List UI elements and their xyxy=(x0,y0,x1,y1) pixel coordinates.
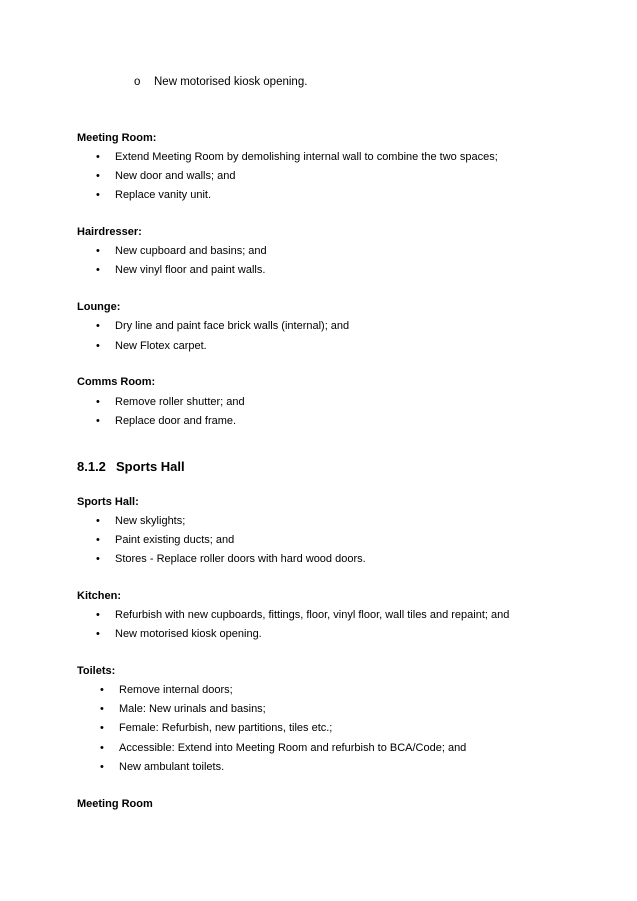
list-item: Refurbish with new cupboards, fittings, floor, vinyl floor, wall tiles and repaint; and xyxy=(115,609,510,621)
bullet-marker: • xyxy=(100,722,104,734)
bullet-marker: • xyxy=(96,264,100,276)
meeting-room-heading-2: Meeting Room xyxy=(77,798,153,810)
comms-room-heading: Comms Room: xyxy=(77,376,156,388)
bullet-marker: • xyxy=(96,245,100,257)
sub-item-text: New motorised kiosk opening. xyxy=(154,76,308,88)
list-item: New motorised kiosk opening. xyxy=(115,628,262,640)
bullet-marker: • xyxy=(96,609,100,621)
list-item: New skylights; xyxy=(115,515,186,527)
list-item: Paint existing ducts; and xyxy=(115,534,235,546)
bullet-marker: • xyxy=(96,320,100,332)
bullet-marker: • xyxy=(100,742,104,754)
list-item: Female: Refurbish, new partitions, tiles etc.; xyxy=(119,722,333,734)
bullet-marker: • xyxy=(100,761,104,773)
bullet-marker: • xyxy=(96,396,100,408)
list-item: Accessible: Extend into Meeting Room and refurbish to BCA/Code; and xyxy=(119,742,467,754)
list-item: Replace door and frame. xyxy=(115,415,237,427)
bullet-marker: • xyxy=(96,415,100,427)
section-number: 8.1.2 xyxy=(77,459,106,474)
sports-hall-heading: Sports Hall: xyxy=(77,496,139,508)
section-title: Sports Hall xyxy=(116,459,185,474)
list-item: Stores - Replace roller doors with hard wood doors. xyxy=(115,553,366,565)
list-item: Replace vanity unit. xyxy=(115,189,211,201)
list-item: Remove roller shutter; and xyxy=(115,396,245,408)
bullet-marker: • xyxy=(100,703,104,715)
kitchen-heading: Kitchen: xyxy=(77,590,121,602)
list-item: New Flotex carpet. xyxy=(115,340,207,352)
list-item: Dry line and paint face brick walls (internal); and xyxy=(115,320,350,332)
bullet-marker: • xyxy=(96,151,100,163)
list-item: Extend Meeting Room by demolishing internal wall to combine the two spaces; xyxy=(115,151,498,163)
sub-bullet-marker: o xyxy=(134,76,141,88)
bullet-marker: • xyxy=(96,170,100,182)
bullet-marker: • xyxy=(100,684,104,696)
hairdresser-heading: Hairdresser: xyxy=(77,226,142,238)
list-item: New cupboard and basins; and xyxy=(115,245,267,257)
bullet-marker: • xyxy=(96,534,100,546)
toilets-heading: Toilets: xyxy=(77,665,116,677)
bullet-marker: • xyxy=(96,628,100,640)
list-item: Male: New urinals and basins; xyxy=(119,703,266,715)
bullet-marker: • xyxy=(96,553,100,565)
list-item: Remove internal doors; xyxy=(119,684,233,696)
list-item: New vinyl floor and paint walls. xyxy=(115,264,266,276)
list-item: New door and walls; and xyxy=(115,170,236,182)
lounge-heading: Lounge: xyxy=(77,301,121,313)
meeting-room-heading: Meeting Room: xyxy=(77,132,157,144)
bullet-marker: • xyxy=(96,189,100,201)
bullet-marker: • xyxy=(96,515,100,527)
bullet-marker: • xyxy=(96,340,100,352)
list-item: New ambulant toilets. xyxy=(119,761,225,773)
